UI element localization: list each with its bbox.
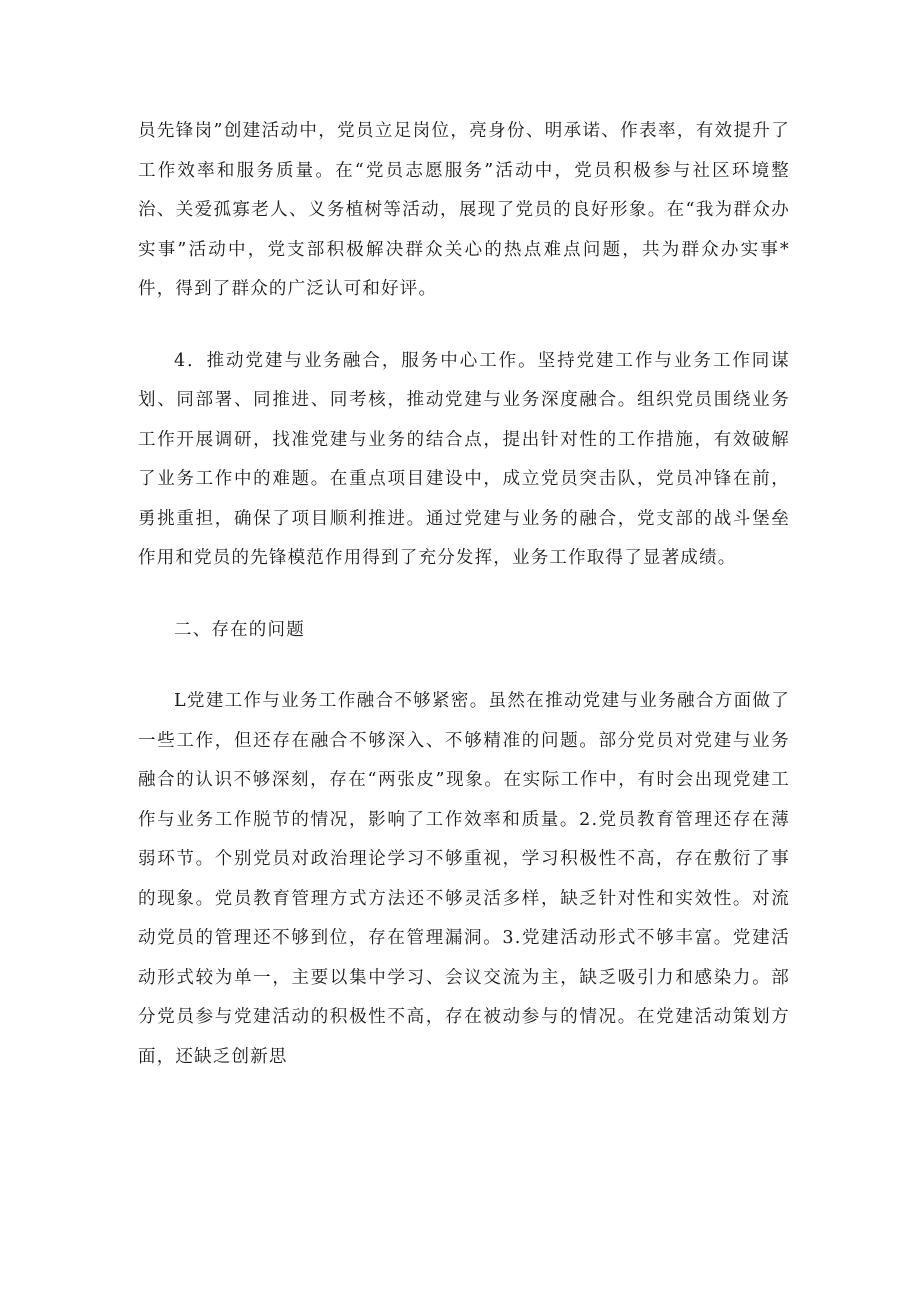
paragraph-continued: 员先锋岗”创建活动中，党员立足岗位，亮身份、明承诺、作表率，有效提升了工作效率和服务质量。在“党员志愿服务”活动中，党员积极参与社区环境整治、关爱孤寡老人、义务植树等活动，展现了党员的良好形象。在“我为群众办实事”活动中，党支部积极解决群众关心的热点难点问题，共为群众办实事*件，得到了群众的广泛认可和好评。 — [138, 121, 790, 299]
document-body — [138, 112, 790, 1077]
paragraph-item-4: 4．推动党建与业务融合，服务中心工作。坚持党建工作与业务工作同谋划、同部署、同推进、同考核，推动党建与业务深度融合。组织党员围绕业务工作开展调研，找准党建与业务的结合点，提出针对性的工作措施，有效破解了业务工作中的难题。在重点项目建设中，成立党员突击队，党员冲锋在前，勇挑重担，确保了项目顺利推进。通过党建与业务的融合，党支部的战斗堡垒作用和党员的先锋模范作用得到了充分发挥，业务工作取得了显著成绩。 — [138, 350, 790, 568]
paragraph-gap — [138, 310, 790, 342]
paragraph-problems: L党建工作与业务工作融合不够紧密。虽然在推动党建与业务融合方面做了一些工作，但还存在融合不够深入、不够精准的问题。部分党员对党建与业务融合的认识不够深刻，存在“两张皮”现象。在实际工作中，有时会出现党建工作与业务工作脱节的情况，影响了工作效率和质量。2.党员教育管理还存在薄弱环节。个别党员对政治理论学习不够重视，学习积极性不高，存在敷衍了事的现象。党员教育管理方式方法还不够灵活多样，缺乏针对性和实效性。对流动党员的管理还不够到位，存在管理漏洞。3.党建活动形式不够丰富。党建活动形式较为单一，主要以集中学习、会议交流为主，缺乏吸引力和感染力。部分党员参与党建活动的积极性不高，存在被动参与的情况。在党建活动策划方面，还缺乏创新思 — [138, 691, 790, 1067]
paragraph-gap — [138, 650, 790, 682]
paragraph-gap — [138, 579, 790, 611]
section-heading-problems: 二、存在的问题 — [174, 619, 305, 640]
